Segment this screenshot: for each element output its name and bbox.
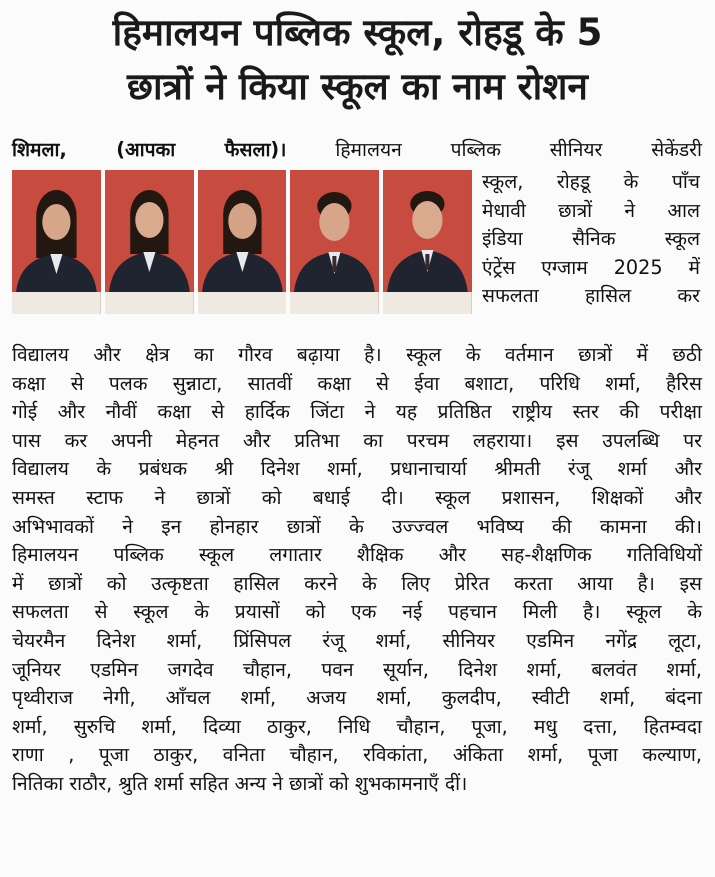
student-photos: [12, 170, 472, 314]
lead-line-text: [12, 136, 702, 165]
side-line: स्कूल, रोहडू के पाँच: [482, 170, 700, 193]
body-line: गोई और नौवीं कक्षा से हार्दिक जिंटा ने यह प्रतिष्ठित राष्ट्रीय स्तर की परीक्षा: [12, 400, 702, 424]
body-line: में छात्रों को उत्कृष्टता हासिल करने के लिए प्रेरित करता आया है। इस: [12, 571, 702, 595]
body-line: पृथ्वीराज नेगी, आँचल शर्मा, अजय शर्मा, कुलदीप, स्वीटी शर्मा, बंदना: [12, 686, 702, 710]
headline-line-1: हिमालयन पब्लिक स्कूल, रोहडू के 5: [112, 11, 603, 54]
side-line: सफलता हासिल कर: [482, 284, 700, 308]
student-portrait-girl: [105, 170, 194, 314]
body-line: राणा , पूजा ठाकुर, वनिता चौहान, रविकांता, अंकिता शर्मा, पूजा कल्याण,: [12, 743, 702, 767]
body-line: हिमालयन पब्लिक स्कूल लगातार शैक्षिक और सह-शैक्षणिक गतिविधियों: [12, 543, 702, 567]
lead-text: हिमालयन पब्लिक सीनियर सेकेंडरी: [335, 138, 702, 161]
student-photo: [290, 170, 379, 314]
side-line: मेधावी छात्रों ने आल: [482, 198, 700, 222]
headline-line-2: छात्रों ने किया स्कूल का नाम रोशन: [127, 65, 588, 108]
article-body: [12, 341, 702, 799]
headline: [0, 6, 715, 114]
student-photo: [12, 170, 101, 314]
body-line: विद्यालय के प्रबंधक श्री दिनेश शर्मा, प्रधानाचार्या श्रीमती रंजू शर्मा और: [12, 457, 702, 481]
student-photo: [383, 170, 472, 314]
body-line-last: नितिका राठौर, श्रुति शर्मा सहित अन्य ने छात्रों को शुभकामनाएँ दीं।: [12, 771, 468, 795]
body-line: जूनियर एडमिन जगदेव चौहान, पवन सूर्यान, दिनेश शर्मा, बलवंत शर्मा,: [12, 657, 702, 681]
side-line: एंट्रेंस एग्जाम 2025 में: [482, 255, 700, 279]
student-portrait-girl: [198, 170, 287, 314]
body-line: अभिभावकों ने इन होनहार छात्रों के उज्ज्वल भविष्य की कामना की।: [12, 514, 702, 538]
lead-line: [12, 136, 702, 165]
body-line: समस्त स्टाफ ने छात्रों को बधाई दी। स्कूल प्रशासन, शिक्षकों और: [12, 485, 702, 509]
student-photo: [105, 170, 194, 314]
body-line: विद्यालय और क्षेत्र का गौरव बढ़ाया है। स्कूल के वर्तमान छात्रों में छठी: [12, 343, 702, 366]
body-line: पास कर अपनी मेहनत और प्रतिभा का परचम लहराया। इस उपलब्धि पर: [12, 428, 702, 452]
side-line: इंडिया सैनिक स्कूल: [482, 227, 700, 251]
body-line: कक्षा से पलक सुन्नाटा, सातवीं कक्षा से ईवा बशाटा, परिधि शर्मा, हैरिस: [12, 371, 702, 395]
student-portrait-boy: [290, 170, 379, 314]
dateline: शिमला, (आपका फैसला)।: [12, 138, 287, 161]
student-portrait-girl: [12, 170, 101, 314]
student-photo: [198, 170, 287, 314]
body-line: चेयरमैन दिनेश शर्मा, प्रिंसिपल रंजू शर्मा, सीनियर एडमिन नगेंद्र लूटा,: [12, 628, 702, 652]
side-column: [482, 168, 700, 311]
body-line: सफलता से स्कूल के प्रयासों को एक नई पहचान मिली है। स्कूल के: [12, 600, 702, 624]
student-portrait-boy: [383, 170, 472, 314]
body-line: शर्मा, सुरुचि शर्मा, दिव्या ठाकुर, निधि चौहान, पूजा, मधु दत्ता, हितम्वदा: [12, 714, 702, 738]
